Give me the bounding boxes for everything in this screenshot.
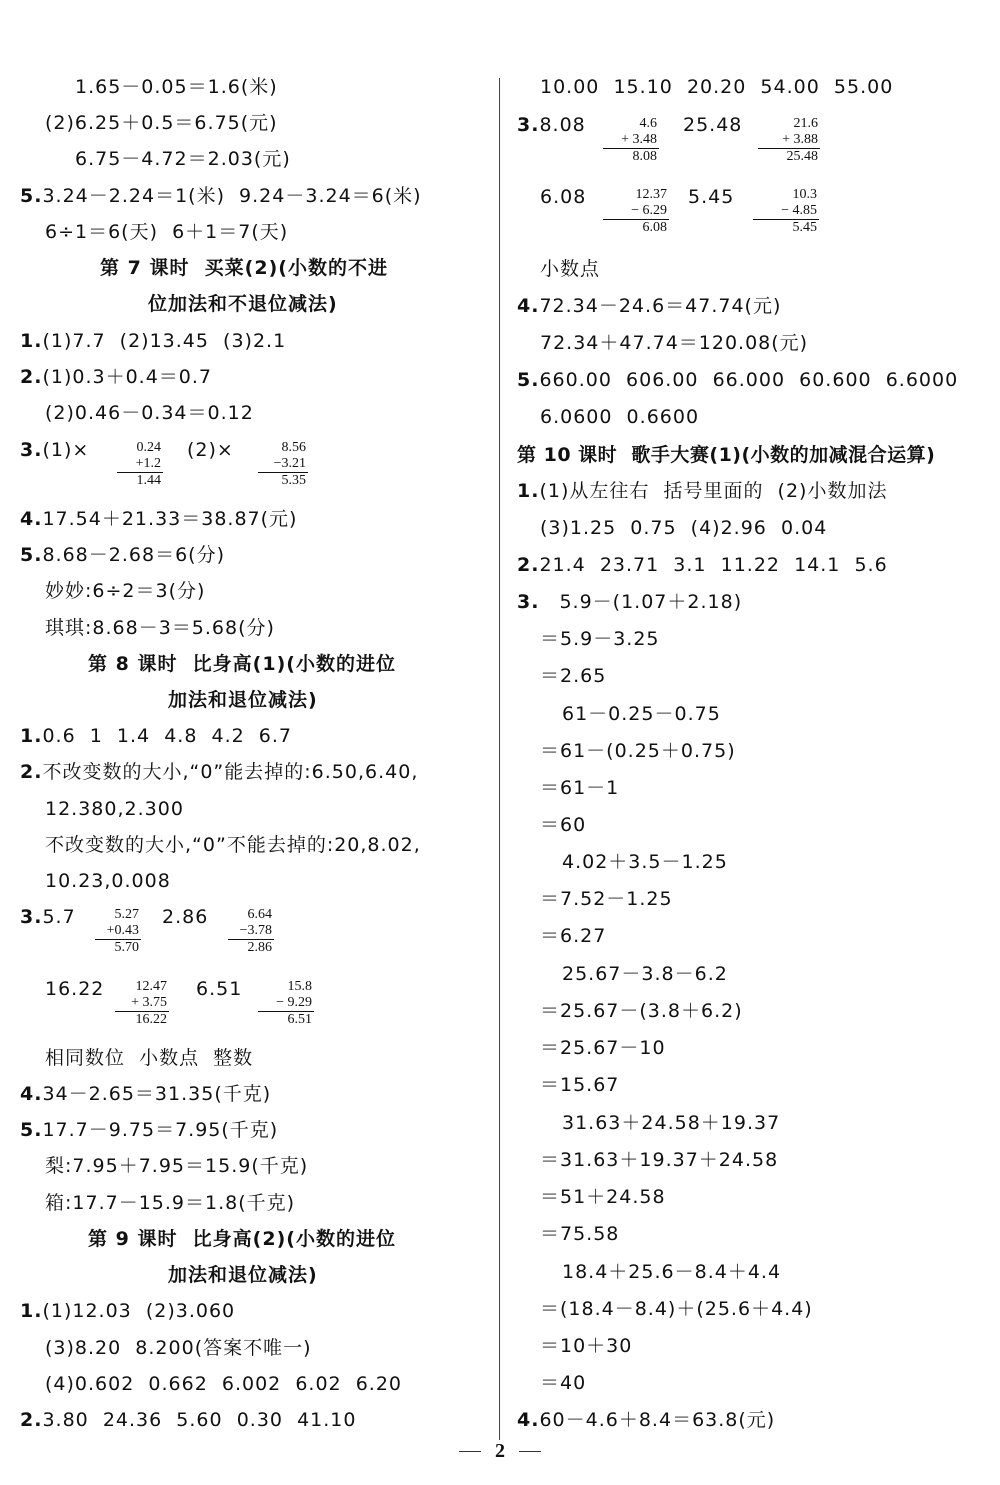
answer-line: 1.65－0.05＝1.6(米) bbox=[75, 76, 278, 98]
answer-line: 3. 5.9－(1.07＋2.18) bbox=[517, 591, 743, 613]
vertical-calculation: 10.3 − 4.85 5.45 bbox=[753, 187, 819, 236]
answer-line: 6.75－4.72＝2.03(元) bbox=[75, 148, 291, 170]
answer-line: 3.(1)× bbox=[20, 439, 90, 461]
answer-line: 1.0.6 1 1.4 4.8 4.2 6.7 bbox=[20, 725, 293, 747]
footer-dash bbox=[459, 1451, 481, 1452]
answer-line: 5.660.00 606.00 66.000 60.600 6.6000 bbox=[517, 369, 959, 391]
answer-line: 不改变数的大小,“0”不能去掉的:20,8.02, bbox=[45, 834, 421, 856]
answer-line: 18.4＋25.6－8.4＋4.4 bbox=[562, 1261, 782, 1283]
answer-line: (3)8.20 8.200(答案不唯一) bbox=[45, 1337, 312, 1359]
answer-line: 16.22 bbox=[45, 978, 105, 1000]
answer-line: 5.3.24－2.24＝1(米) 9.24－3.24＝6(米) bbox=[20, 185, 422, 207]
section-heading: 第 8 课时 比身高(1)(小数的进位 bbox=[88, 653, 396, 675]
answer-line: 3.5.7 bbox=[20, 906, 76, 928]
answer-line: 2.3.80 24.36 5.60 0.30 41.10 bbox=[20, 1409, 357, 1431]
answer-line: ＝(18.4－8.4)＋(25.6＋4.4) bbox=[540, 1298, 813, 1320]
answer-line: 2.不改变数的大小,“0”能去掉的:6.50,6.40, bbox=[20, 761, 419, 783]
vertical-calculation: 6.64 −3.78 2.86 bbox=[228, 907, 274, 956]
left-column bbox=[0, 0, 490, 1450]
answer-line: 61－0.25－0.75 bbox=[562, 703, 721, 725]
answer-line: 31.63＋24.58＋19.37 bbox=[562, 1112, 781, 1134]
answer-line: 5.45 bbox=[688, 186, 735, 208]
answer-line: 4.60－4.6＋8.4＝63.8(元) bbox=[517, 1409, 776, 1431]
answer-line: 6÷1＝6(天) 6＋1＝7(天) bbox=[45, 221, 289, 243]
answer-line: ＝15.67 bbox=[540, 1074, 620, 1096]
section-heading: 第 9 课时 比身高(2)(小数的进位 bbox=[88, 1228, 396, 1250]
answer-line: ＝5.9－3.25 bbox=[540, 628, 660, 650]
answer-line: ＝7.52－1.25 bbox=[540, 888, 673, 910]
right-column bbox=[500, 0, 990, 1450]
answer-line: ＝25.67－10 bbox=[540, 1037, 666, 1059]
vertical-calculation: 8.56 −3.21 5.35 bbox=[258, 440, 308, 489]
answer-line: (4)0.602 0.662 6.002 6.02 6.20 bbox=[45, 1373, 403, 1395]
answer-line: ＝40 bbox=[540, 1372, 587, 1394]
vertical-calculation: 12.47 + 3.75 16.22 bbox=[115, 979, 169, 1028]
answer-line: 2.(1)0.3＋0.4＝0.7 bbox=[20, 366, 213, 388]
section-heading: 加法和退位减法) bbox=[168, 689, 318, 711]
answer-line: 3.8.08 bbox=[517, 114, 586, 136]
answer-line: 5.8.68－2.68＝6(分) bbox=[20, 544, 225, 566]
answer-line: 12.380,2.300 bbox=[45, 798, 184, 820]
answer-line: 4.72.34－24.6＝47.74(元) bbox=[517, 295, 782, 317]
answer-line: ＝31.63＋19.37＋24.58 bbox=[540, 1149, 779, 1171]
answer-line: ＝10＋30 bbox=[540, 1335, 633, 1357]
answer-line: 6.08 bbox=[540, 186, 587, 208]
answer-line: 4.02＋3.5－1.25 bbox=[562, 851, 728, 873]
answer-line: 4.34－2.65＝31.35(千克) bbox=[20, 1083, 272, 1105]
answer-line: 72.34＋47.74＝120.08(元) bbox=[540, 332, 809, 354]
answer-line: ＝6.27 bbox=[540, 925, 607, 947]
answer-line: ＝25.67－(3.8＋6.2) bbox=[540, 1000, 743, 1022]
answer-line: 25.48 bbox=[683, 114, 743, 136]
vertical-calculation: 5.27 +0.43 5.70 bbox=[95, 907, 141, 956]
section-heading: 位加法和不退位减法) bbox=[148, 293, 338, 315]
section-heading: 第 7 课时 买菜(2)(小数的不进 bbox=[100, 257, 388, 279]
answer-line: 6.51 bbox=[196, 978, 243, 1000]
vertical-calculation: 4.6 + 3.48 8.08 bbox=[603, 116, 659, 165]
answer-line: 1.(1)12.03 (2)3.060 bbox=[20, 1300, 236, 1322]
footer-dash bbox=[519, 1451, 541, 1452]
answer-line: 4.17.54＋21.33＝38.87(元) bbox=[20, 508, 298, 530]
answer-line: 10.23,0.008 bbox=[45, 870, 171, 892]
answer-line: 琪琪:8.68－3＝5.68(分) bbox=[45, 617, 275, 639]
answer-line: 6.0600 0.6600 bbox=[540, 406, 700, 428]
answer-line: 箱:17.7－15.9＝1.8(千克) bbox=[45, 1192, 296, 1214]
answer-line: 相同数位 小数点 整数 bbox=[45, 1047, 254, 1069]
answer-line: (2)0.46－0.34＝0.12 bbox=[45, 402, 254, 424]
answer-line: (3)1.25 0.75 (4)2.96 0.04 bbox=[540, 517, 828, 539]
answer-line: 小数点 bbox=[540, 258, 601, 280]
answer-line: 2.21.4 23.71 3.1 11.22 14.1 5.6 bbox=[517, 554, 888, 576]
answer-line: 1.(1)7.7 (2)13.45 (3)2.1 bbox=[20, 330, 287, 352]
vertical-calculation: 21.6 + 3.88 25.48 bbox=[758, 116, 820, 165]
answer-line: 5.17.7－9.75＝7.95(千克) bbox=[20, 1119, 279, 1141]
answer-line: 梨:7.95＋7.95＝15.9(千克) bbox=[45, 1155, 309, 1177]
answer-line: 25.67－3.8－6.2 bbox=[562, 963, 728, 985]
answer-line: ＝2.65 bbox=[540, 665, 607, 687]
section-heading: 第 10 课时 歌手大赛(1)(小数的加减混合运算) bbox=[517, 444, 936, 466]
answer-line: ＝61－(0.25＋0.75) bbox=[540, 740, 736, 762]
answer-line: ＝60 bbox=[540, 814, 587, 836]
answer-line: 2.86 bbox=[162, 906, 209, 928]
answer-line: (2)6.25＋0.5＝6.75(元) bbox=[45, 112, 278, 134]
answer-line: ＝61－1 bbox=[540, 777, 620, 799]
answer-line: 妙妙:6÷2＝3(分) bbox=[45, 580, 206, 602]
page-number: 2 bbox=[495, 1440, 505, 1462]
answer-line: 1.(1)从左往右 括号里面的 (2)小数加法 bbox=[517, 480, 888, 502]
vertical-calculation: 0.24 +1.2 1.44 bbox=[117, 440, 163, 489]
page-footer bbox=[0, 1438, 1000, 1463]
section-heading: 加法和退位减法) bbox=[168, 1264, 318, 1286]
answer-line: ＝75.58 bbox=[540, 1223, 620, 1245]
answer-line: (2)× bbox=[187, 439, 234, 461]
vertical-calculation: 12.37 − 6.29 6.08 bbox=[603, 187, 669, 236]
answer-line: 10.00 15.10 20.20 54.00 55.00 bbox=[540, 76, 894, 98]
answer-line: ＝51＋24.58 bbox=[540, 1186, 666, 1208]
vertical-calculation: 15.8 − 9.29 6.51 bbox=[258, 979, 314, 1028]
